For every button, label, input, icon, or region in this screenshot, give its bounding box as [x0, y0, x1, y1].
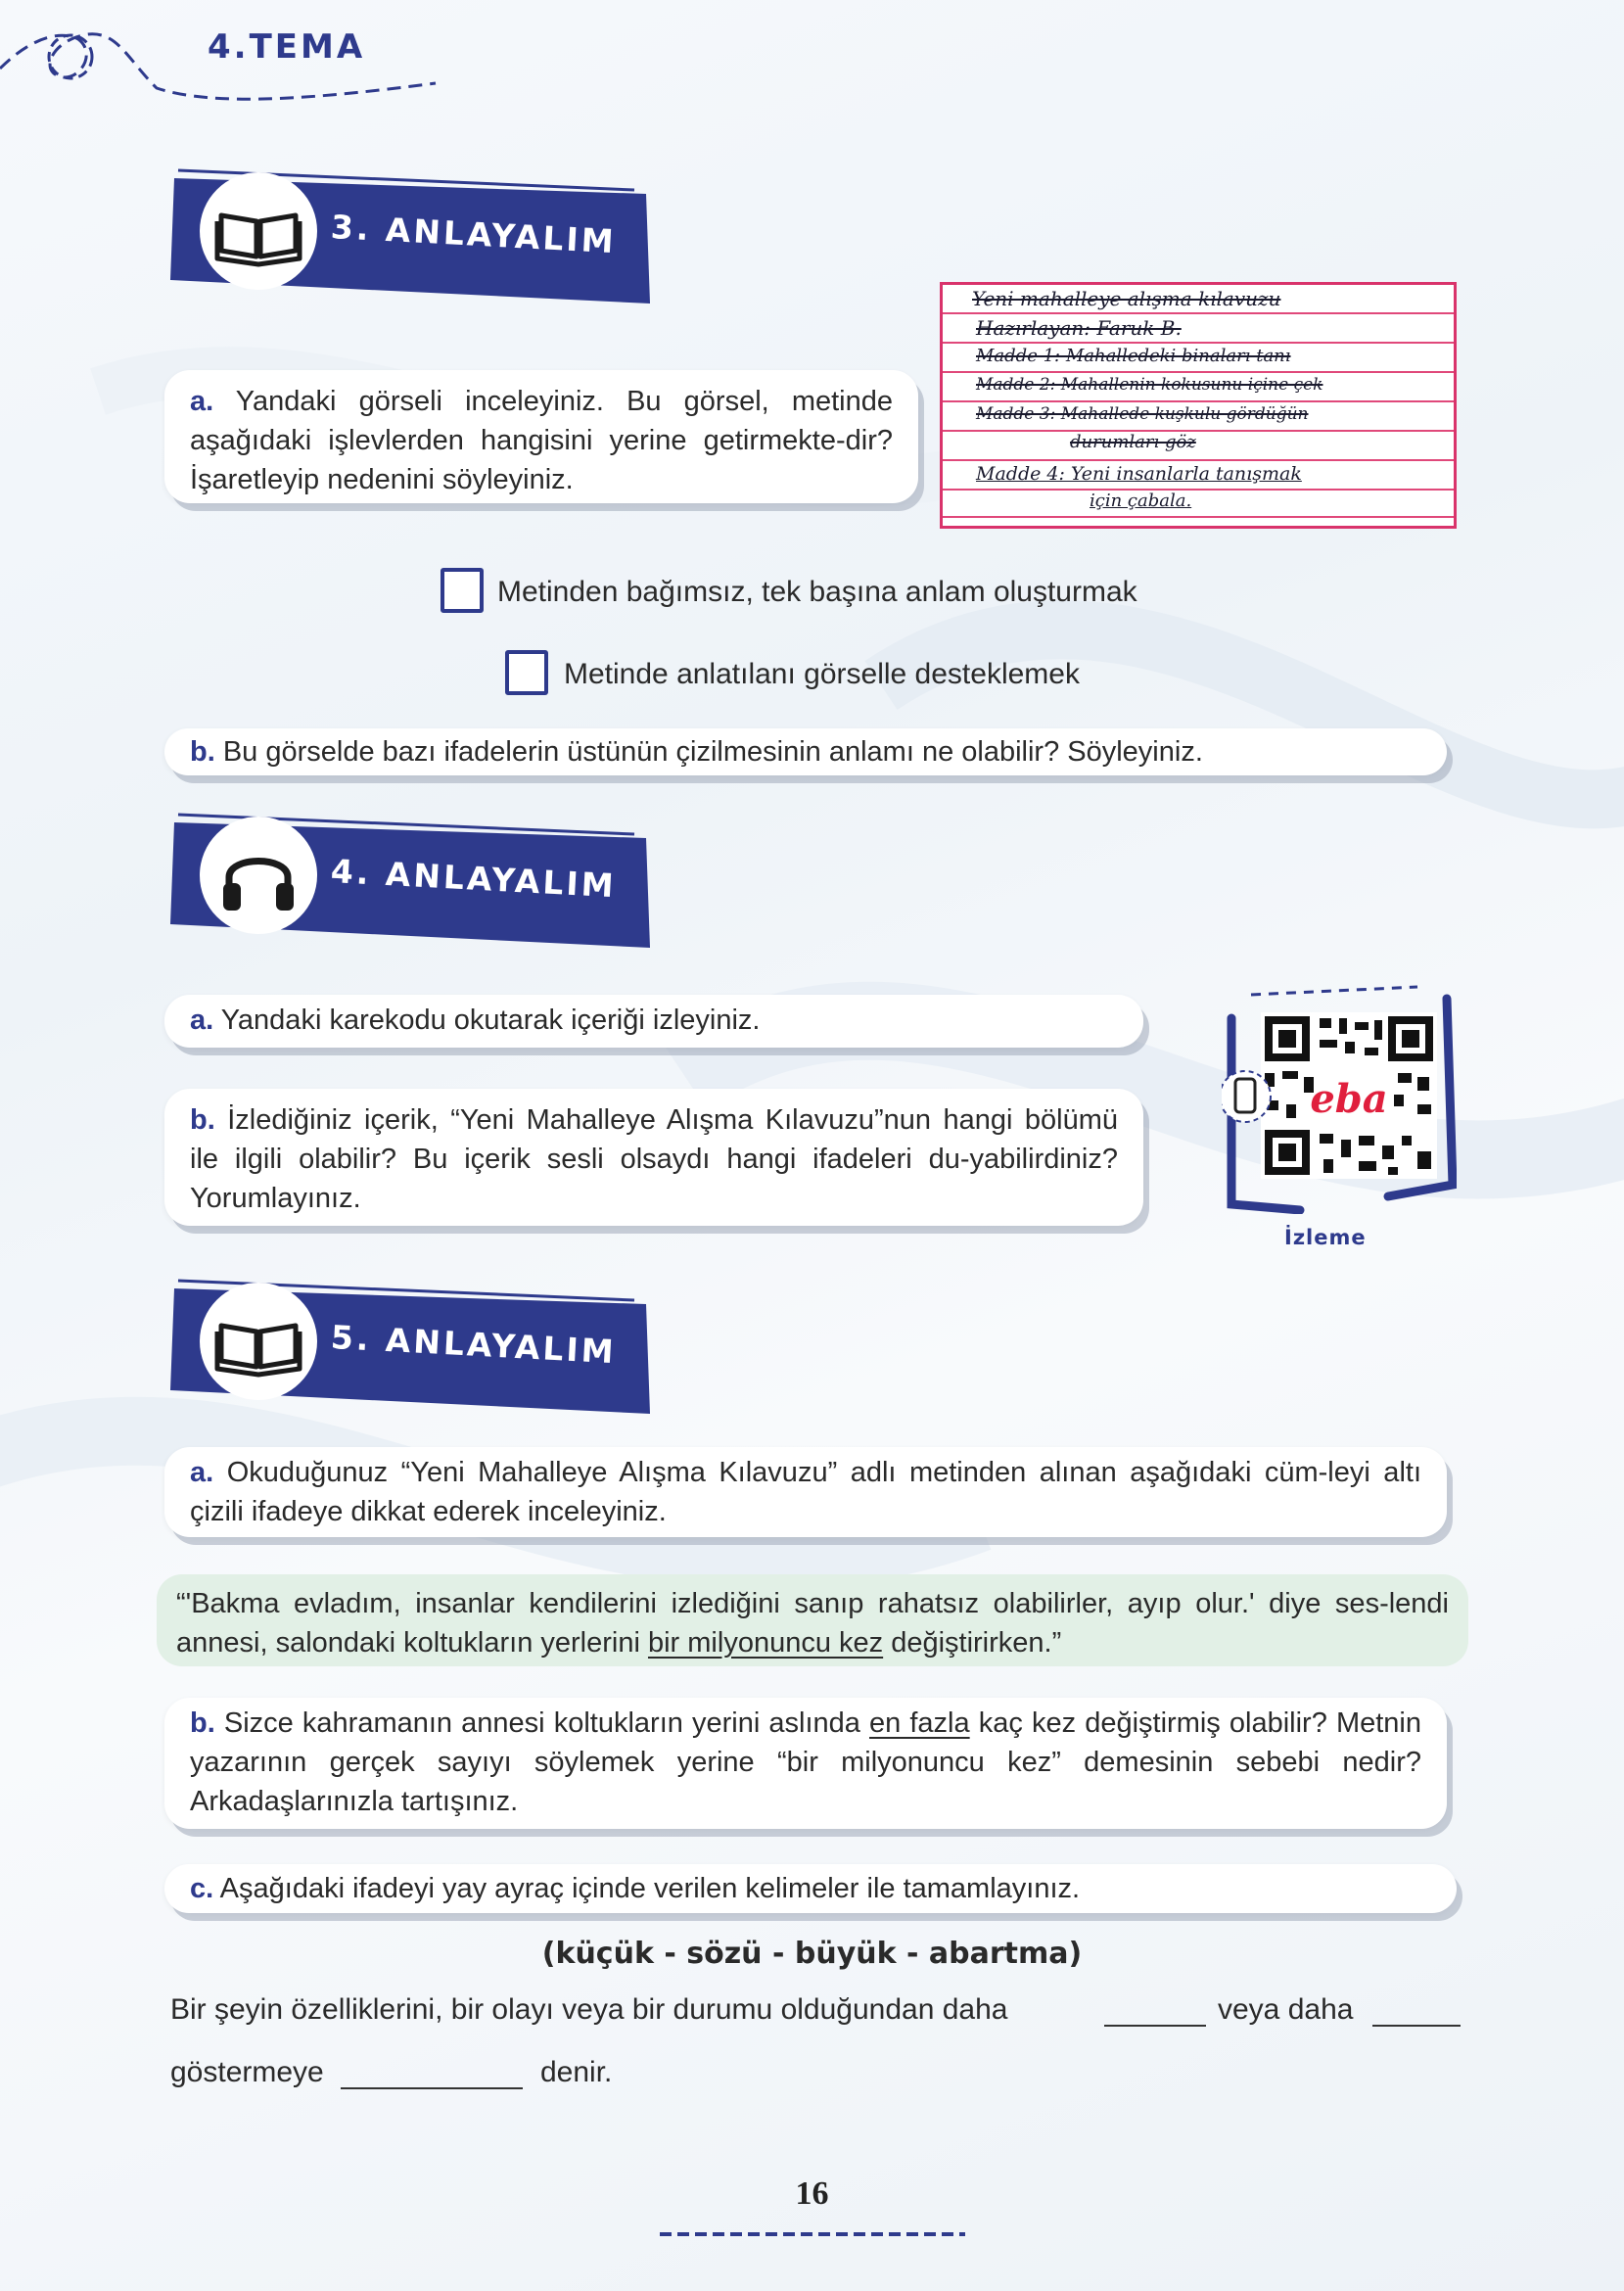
question-card-4b: [164, 1089, 1143, 1226]
question-card-5a: [164, 1447, 1447, 1537]
notebook-text: Madde 2: Mahallenin kokusunu içine çek: [976, 375, 1323, 395]
option-label-1: Metinden bağımsız, tek başına anlam oluşturmak: [497, 576, 1137, 608]
notebook-text: için çabala.: [1090, 491, 1192, 511]
question-text: Yandaki karekodu okutarak içeriği izleyiniz.: [220, 1005, 761, 1036]
notebook-line: [943, 430, 1454, 432]
qr-caption: İzleme: [1284, 1226, 1367, 1249]
fill-in-text-1: Bir şeyin özelliklerini, bir olayı veya bir durumu olduğundan daha: [170, 1993, 1008, 2026]
theme-title: 4.TEMA: [208, 27, 366, 67]
footer-dashes: [656, 2228, 969, 2240]
notebook-line: [943, 459, 1454, 461]
word-bank: (küçük - sözü - büyük - abartma): [541, 1937, 1083, 1971]
notebook-image: [940, 282, 1457, 529]
book-icon: [211, 186, 305, 280]
question-card-3b: [164, 728, 1447, 775]
fill-in-text-2: veya daha: [1218, 1993, 1354, 2026]
option-checkbox-2[interactable]: [505, 650, 548, 695]
question-text: Aşağıdaki ifadeyi yay ayraç içinde verilen kelimeler ile tamamlayınız.: [219, 1873, 1081, 1904]
question-text: Okuduğunuz “Yeni Mahalleye Alışma Kılavuzu” adlı metinden alınan aşağıdaki cüm-leyi altı çizili ifadeye dikkat ederek inceleyiniz.: [190, 1457, 1421, 1527]
quote-text: “'Bakma evladım, insanlar kendilerini izlediğini sanıp rahatsız olabilirler, ayıp olur.' diye ses-lendi annesi, salondaki koltukların yerlerini: [176, 1588, 1449, 1659]
notebook-text: Hazırlayan: Faruk B.: [976, 316, 1182, 340]
question-letter: a.: [190, 1005, 214, 1036]
section-banner-3: [164, 157, 654, 304]
question-text-end: kaç kez değiştirmiş olabilir? Metnin yazarının gerçek sayıyı söylemek yerine “bir milyonuncu kez” demesinin sebebi nedir? Arkadaşlarınızla tartışınız.: [190, 1707, 1421, 1817]
question-text: Bu görselde bazı ifadelerin üstünün çizilmesinin anlamı ne olabilir? Söyleyiniz.: [222, 736, 1203, 768]
notebook-line: [943, 312, 1454, 314]
answer-blank-3[interactable]: [341, 2087, 523, 2089]
fill-in-text-3: göstermeye: [170, 2056, 324, 2088]
question-letter: a.: [190, 386, 214, 417]
question-text: İzlediğiniz içerik, “Yeni Mahalleye Alışma Kılavuzu”nun hangi bölümü ile ilgili olabilir? Bu içerik sesli olsaydı hangi ifadeleri du-yabilirdiniz? Yorumlayınız.: [190, 1104, 1119, 1214]
question-card-5b: [164, 1698, 1447, 1829]
notebook-line: [943, 489, 1454, 491]
quote-box: [157, 1574, 1468, 1666]
question-letter: b.: [190, 1707, 215, 1739]
qr-code[interactable]: [1222, 979, 1457, 1214]
section-banner-4: [164, 801, 654, 948]
answer-blank-1[interactable]: [1104, 2025, 1206, 2027]
headphones-icon: [211, 830, 305, 924]
notebook-text: Madde 4: Yeni insanlarla tanışmak: [976, 463, 1302, 485]
notebook-line: [943, 371, 1454, 373]
question-card-5c: [164, 1864, 1457, 1913]
underlined-phrase: en fazla: [869, 1707, 970, 1739]
question-card-3a: [164, 370, 918, 503]
notebook-text: Yeni mahalleye alışma kılavuzu: [972, 287, 1281, 310]
eba-logo: eba: [1310, 1076, 1388, 1122]
question-text: Yandaki görseli inceleyiniz. Bu görsel, metinde aşağıdaki işlevlerden hangisini yerine getirmekte-dir? İşaretleyip nedenini söyleyiniz.: [190, 386, 893, 495]
question-letter: b.: [190, 1104, 215, 1136]
notebook-text: Madde 3: Mahallede kuşkulu gördüğün: [976, 404, 1309, 424]
section-banner-5: [164, 1267, 654, 1414]
notebook-line: [943, 516, 1454, 518]
book-icon: [211, 1296, 305, 1390]
notebook-text: Madde 1: Mahalledeki binaları tanı: [976, 346, 1291, 366]
question-letter: c.: [190, 1873, 214, 1904]
section-title: 4. ANLAYALIM: [329, 852, 618, 906]
notebook-line: [943, 342, 1454, 344]
quote-underlined-phrase: bir milyonuncu kez: [647, 1627, 884, 1659]
notebook-text: durumları göz: [1070, 432, 1196, 452]
fill-in-text-4: denir.: [540, 2056, 613, 2088]
notebook-line: [943, 400, 1454, 402]
option-label-2: Metinde anlatılanı görselle desteklemek: [564, 658, 1080, 690]
question-text: Sizce kahramanın annesi koltukların yerini aslında: [223, 1707, 870, 1739]
page-number: 16: [795, 2175, 829, 2212]
question-letter: a.: [190, 1457, 214, 1488]
quote-text-end: değiştirirken.”: [883, 1627, 1062, 1659]
question-card-4a: [164, 995, 1143, 1048]
option-checkbox-1[interactable]: [441, 568, 484, 613]
answer-blank-2[interactable]: [1372, 2025, 1461, 2027]
section-title: 3. ANLAYALIM: [329, 208, 618, 261]
section-title: 5. ANLAYALIM: [329, 1318, 618, 1372]
question-letter: b.: [190, 736, 215, 768]
